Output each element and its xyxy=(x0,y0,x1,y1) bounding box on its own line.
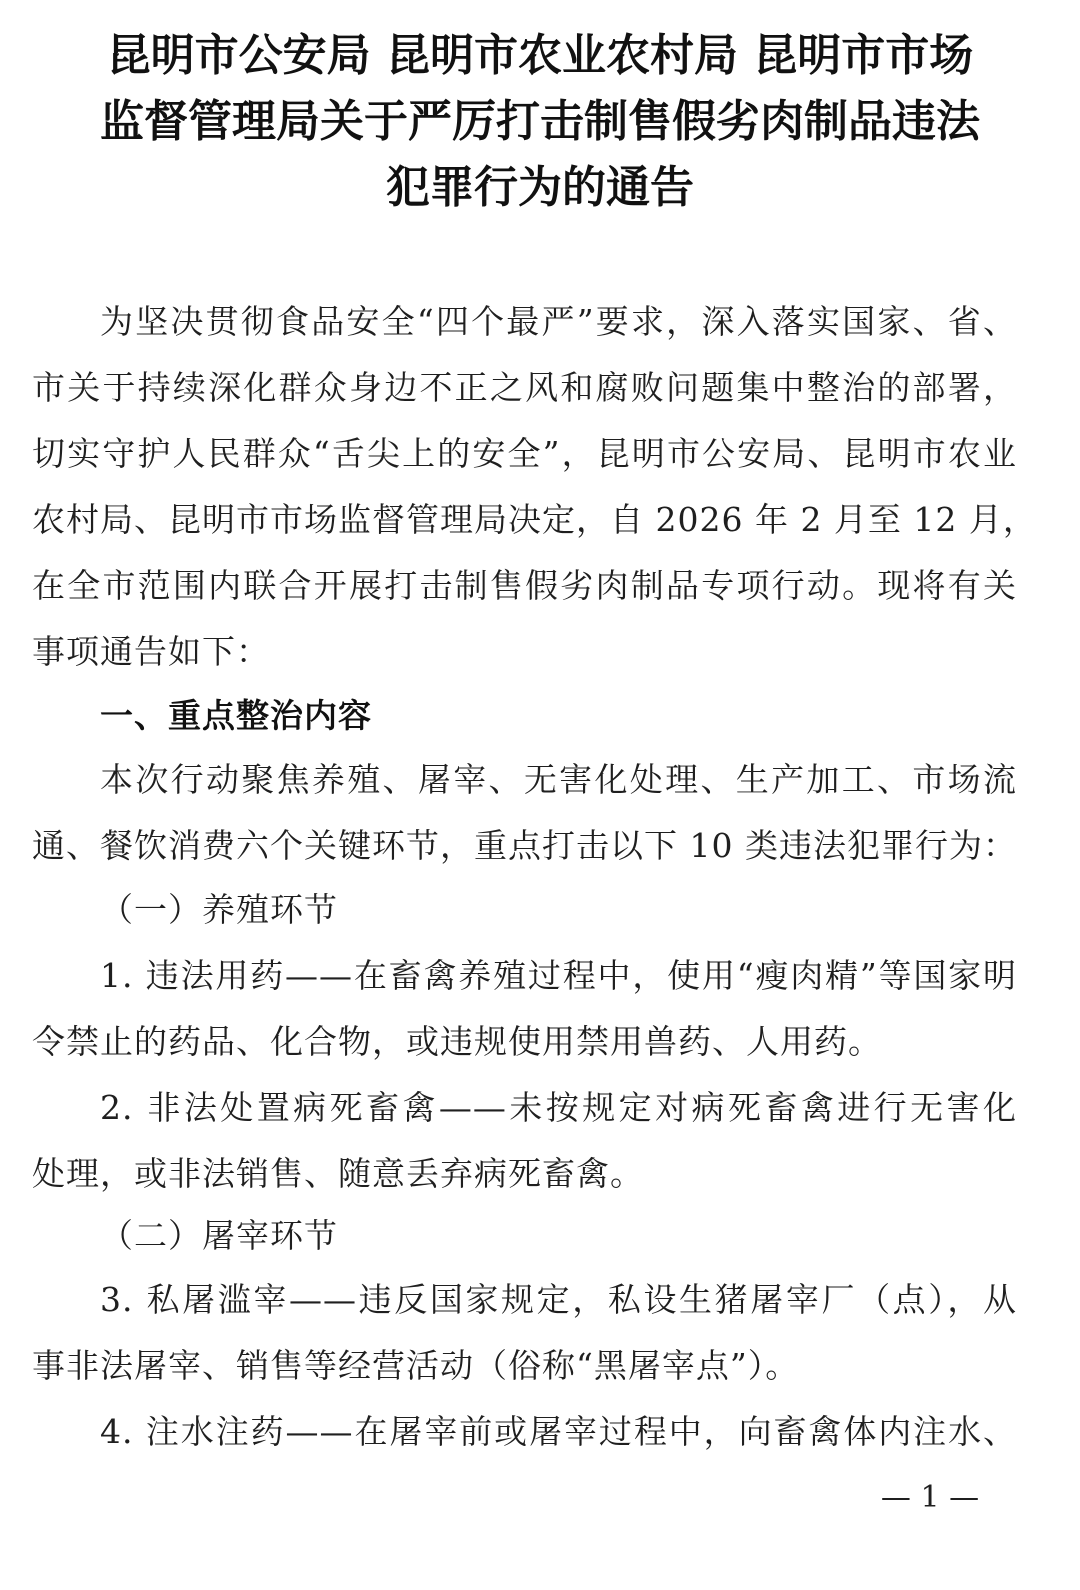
intro-paragraph-line-3: 切实守护人民群众“舌尖上的安全”，昆明市公安局、昆明市农业 xyxy=(32,434,1017,473)
item-4-line-1: 4. 注水注药——在屠宰前或屠宰过程中，向畜禽体内注水、 xyxy=(100,1412,1017,1451)
item-2-line-1: 2. 非法处置病死畜禽——未按规定对病死畜禽进行无害化 xyxy=(100,1088,1017,1127)
item-1-line-2: 令禁止的药品、化合物，或违规使用禁用兽药、人用药。 xyxy=(32,1022,882,1061)
intro-paragraph-line-5: 在全市范围内联合开展打击制售假劣肉制品专项行动。现将有关 xyxy=(32,566,1017,605)
subsection-heading-breeding: （一）养殖环节 xyxy=(100,890,338,929)
intro-paragraph-line-1: 为坚决贯彻食品安全“四个最严”要求，深入落实国家、省、 xyxy=(100,302,1017,341)
item-3-line-1: 3. 私屠滥宰——违反国家规定，私设生猪屠宰厂（点），从 xyxy=(100,1280,1017,1319)
intro-paragraph-line-2: 市关于持续深化群众身边不正之风和腐败问题集中整治的部署， xyxy=(32,368,1017,407)
item-2-line-2: 处理，或非法销售、随意丢弃病死畜禽。 xyxy=(32,1154,644,1193)
item-1-line-1: 1. 违法用药——在畜禽养殖过程中，使用“瘦肉精”等国家明 xyxy=(100,956,1017,995)
item-3-line-2: 事非法屠宰、销售等经营活动（俗称“黑屠宰点”）。 xyxy=(32,1346,800,1385)
subsection-heading-slaughter: （二）屠宰环节 xyxy=(100,1216,338,1255)
document-title-line-1: 昆明市公安局 昆明市农业农村局 昆明市市场 xyxy=(106,30,974,81)
intro-paragraph-line-4: 农村局、昆明市市场监督管理局决定，自 2026 年 2 月至 12 月， xyxy=(32,500,1037,539)
section-paragraph-line-2: 通、餐饮消费六个关键环节，重点打击以下 10 类违法犯罪行为： xyxy=(32,826,1017,865)
section-heading-key-contents: 一、重点整治内容 xyxy=(100,696,372,735)
page-number: — 1 — xyxy=(880,1480,980,1515)
section-paragraph-line-1: 本次行动聚焦养殖、屠宰、无害化处理、生产加工、市场流 xyxy=(100,760,1017,799)
intro-paragraph-line-6: 事项通告如下： xyxy=(32,632,270,671)
document-title-line-2: 监督管理局关于严厉打击制售假劣肉制品违法 xyxy=(100,96,980,147)
document-title-line-3: 犯罪行为的通告 xyxy=(386,162,694,213)
